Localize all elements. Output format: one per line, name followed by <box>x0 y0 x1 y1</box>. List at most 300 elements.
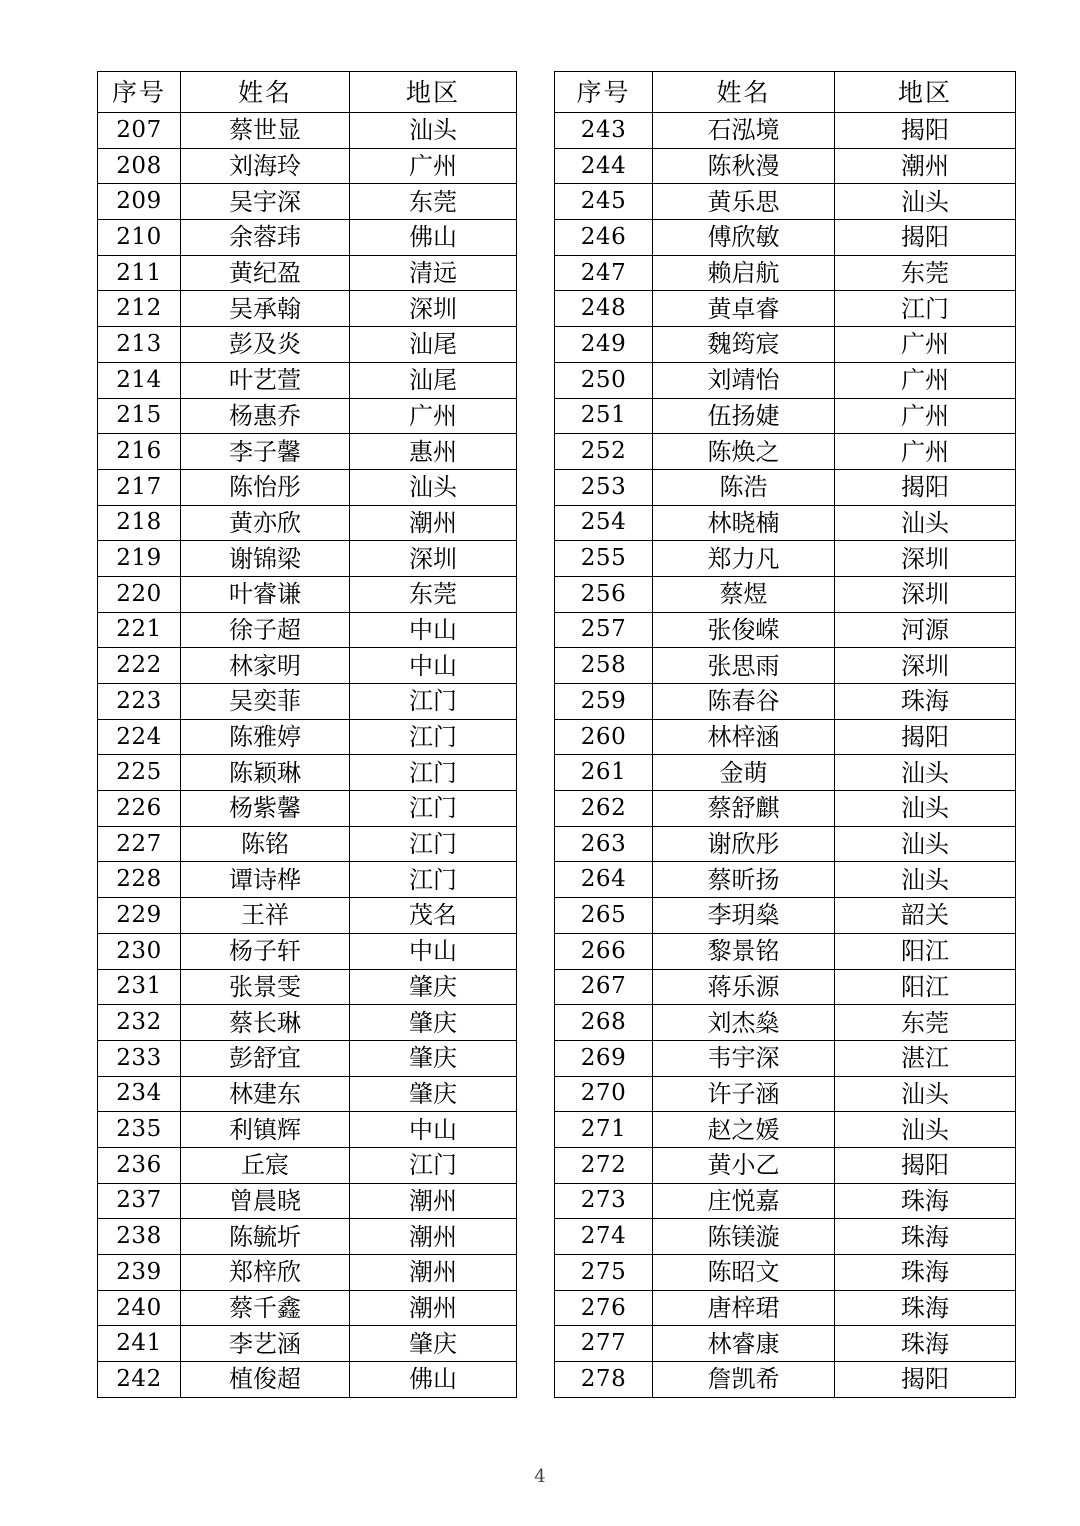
region-cell: 揭阳 <box>835 469 1016 505</box>
table-row <box>98 826 517 862</box>
seq-cell: 263 <box>555 826 653 862</box>
name-cell: 蒋乐源 <box>653 969 835 1005</box>
name-cell: 蔡舒麒 <box>653 791 835 827</box>
region-cell: 中山 <box>350 612 517 648</box>
seq-cell: 226 <box>98 791 181 827</box>
name-cell: 郑梓欣 <box>181 1255 350 1291</box>
table-row <box>555 1005 1016 1041</box>
name-cell: 陈怡彤 <box>181 469 350 505</box>
region-cell: 广州 <box>350 148 517 184</box>
header-name: 姓名 <box>181 72 350 113</box>
region-cell: 东莞 <box>350 184 517 220</box>
table-row <box>98 755 517 791</box>
region-cell: 阳江 <box>835 933 1016 969</box>
region-cell: 汕头 <box>835 184 1016 220</box>
region-cell: 汕头 <box>835 862 1016 898</box>
table-row <box>555 1183 1016 1219</box>
table-row <box>555 576 1016 612</box>
table-row <box>555 648 1016 684</box>
seq-cell: 265 <box>555 898 653 934</box>
table-row <box>98 1326 517 1362</box>
table-row <box>98 791 517 827</box>
seq-cell: 255 <box>555 541 653 577</box>
region-cell: 潮州 <box>350 1290 517 1326</box>
table-row <box>555 1147 1016 1183</box>
region-cell: 广州 <box>835 398 1016 434</box>
region-cell: 汕头 <box>350 113 517 149</box>
seq-cell: 225 <box>98 755 181 791</box>
name-cell: 叶艺萱 <box>181 362 350 398</box>
seq-cell: 220 <box>98 576 181 612</box>
seq-cell: 218 <box>98 505 181 541</box>
seq-cell: 207 <box>98 113 181 149</box>
table-row <box>98 612 517 648</box>
seq-cell: 219 <box>98 541 181 577</box>
seq-cell: 256 <box>555 576 653 612</box>
table-row <box>555 933 1016 969</box>
name-cell: 黄小乙 <box>653 1147 835 1183</box>
region-cell: 汕头 <box>835 826 1016 862</box>
table-row <box>555 826 1016 862</box>
table-row <box>98 576 517 612</box>
header-region: 地区 <box>835 72 1016 113</box>
table-row <box>555 1040 1016 1076</box>
seq-cell: 275 <box>555 1255 653 1291</box>
region-cell: 佛山 <box>350 220 517 256</box>
table-row <box>98 327 517 363</box>
seq-cell: 264 <box>555 862 653 898</box>
region-cell: 江门 <box>350 755 517 791</box>
name-cell: 陈春谷 <box>653 684 835 720</box>
name-cell: 林建东 <box>181 1076 350 1112</box>
table-row <box>555 612 1016 648</box>
table-row <box>555 1112 1016 1148</box>
seq-cell: 262 <box>555 791 653 827</box>
table-row <box>555 1076 1016 1112</box>
table-row <box>98 684 517 720</box>
table-row <box>98 398 517 434</box>
table-row <box>555 434 1016 470</box>
table-row <box>555 1255 1016 1291</box>
table-row <box>98 113 517 149</box>
seq-cell: 238 <box>98 1219 181 1255</box>
name-cell: 刘海玲 <box>181 148 350 184</box>
name-cell: 石泓境 <box>653 113 835 149</box>
region-cell: 广州 <box>835 327 1016 363</box>
table-row <box>555 898 1016 934</box>
seq-cell: 247 <box>555 255 653 291</box>
table-row <box>555 755 1016 791</box>
name-cell: 金萌 <box>653 755 835 791</box>
seq-cell: 277 <box>555 1326 653 1362</box>
table-row <box>555 220 1016 256</box>
name-cell: 蔡昕扬 <box>653 862 835 898</box>
table-row <box>98 719 517 755</box>
region-cell: 深圳 <box>350 291 517 327</box>
region-cell: 广州 <box>835 434 1016 470</box>
region-cell: 汕尾 <box>350 362 517 398</box>
table-row <box>555 1326 1016 1362</box>
region-cell: 江门 <box>350 719 517 755</box>
region-cell: 揭阳 <box>835 1362 1016 1398</box>
seq-cell: 234 <box>98 1076 181 1112</box>
name-cell: 丘宸 <box>181 1147 350 1183</box>
seq-cell: 230 <box>98 933 181 969</box>
name-cell: 陈焕之 <box>653 434 835 470</box>
name-cell: 林家明 <box>181 648 350 684</box>
table-row <box>98 362 517 398</box>
seq-cell: 237 <box>98 1183 181 1219</box>
name-cell: 陈雅婷 <box>181 719 350 755</box>
name-cell: 叶睿谦 <box>181 576 350 612</box>
name-cell: 陈颖琳 <box>181 755 350 791</box>
seq-cell: 232 <box>98 1005 181 1041</box>
table-row <box>555 862 1016 898</box>
table-row <box>555 184 1016 220</box>
region-cell: 汕头 <box>350 469 517 505</box>
name-cell: 庄悦嘉 <box>653 1183 835 1219</box>
seq-cell: 273 <box>555 1183 653 1219</box>
table-row <box>555 398 1016 434</box>
seq-cell: 236 <box>98 1147 181 1183</box>
name-cell: 利镇辉 <box>181 1112 350 1148</box>
name-cell: 蔡世显 <box>181 113 350 149</box>
seq-cell: 229 <box>98 898 181 934</box>
name-cell: 杨紫馨 <box>181 791 350 827</box>
name-cell: 余蓉玮 <box>181 220 350 256</box>
name-cell: 蔡煜 <box>653 576 835 612</box>
region-cell: 茂名 <box>350 898 517 934</box>
table-row <box>555 719 1016 755</box>
table-row <box>98 469 517 505</box>
name-cell: 韦宇深 <box>653 1040 835 1076</box>
seq-cell: 266 <box>555 933 653 969</box>
region-cell: 惠州 <box>350 434 517 470</box>
seq-cell: 261 <box>555 755 653 791</box>
table-body <box>555 113 1016 1398</box>
seq-cell: 217 <box>98 469 181 505</box>
seq-cell: 215 <box>98 398 181 434</box>
header-seq: 序号 <box>555 72 653 113</box>
roster-table-right <box>554 71 1016 1398</box>
region-cell: 潮州 <box>835 148 1016 184</box>
header-seq: 序号 <box>98 72 181 113</box>
name-cell: 傅欣敏 <box>653 220 835 256</box>
region-cell: 揭阳 <box>835 719 1016 755</box>
seq-cell: 213 <box>98 327 181 363</box>
seq-cell: 216 <box>98 434 181 470</box>
region-cell: 湛江 <box>835 1040 1016 1076</box>
name-cell: 李子馨 <box>181 434 350 470</box>
seq-cell: 269 <box>555 1040 653 1076</box>
seq-cell: 254 <box>555 505 653 541</box>
name-cell: 吴奕菲 <box>181 684 350 720</box>
region-cell: 广州 <box>835 362 1016 398</box>
header-row <box>555 72 1016 113</box>
table-row <box>555 113 1016 149</box>
table-row <box>98 1290 517 1326</box>
table-row <box>98 1040 517 1076</box>
table-row <box>98 541 517 577</box>
name-cell: 吴宇深 <box>181 184 350 220</box>
table-row <box>98 933 517 969</box>
table-row <box>98 1219 517 1255</box>
table-row <box>98 505 517 541</box>
region-cell: 珠海 <box>835 1219 1016 1255</box>
region-cell: 珠海 <box>835 1183 1016 1219</box>
region-cell: 珠海 <box>835 684 1016 720</box>
name-cell: 王祥 <box>181 898 350 934</box>
seq-cell: 210 <box>98 220 181 256</box>
name-cell: 陈昭文 <box>653 1255 835 1291</box>
name-cell: 赵之媛 <box>653 1112 835 1148</box>
seq-cell: 242 <box>98 1362 181 1398</box>
seq-cell: 208 <box>98 148 181 184</box>
name-cell: 曾晨晓 <box>181 1183 350 1219</box>
name-cell: 刘杰燊 <box>653 1005 835 1041</box>
table-row <box>555 362 1016 398</box>
table-row <box>555 1219 1016 1255</box>
seq-cell: 221 <box>98 612 181 648</box>
seq-cell: 224 <box>98 719 181 755</box>
page-number: 4 <box>534 1466 546 1487</box>
table-row <box>98 969 517 1005</box>
region-cell: 揭阳 <box>835 220 1016 256</box>
name-cell: 陈秋漫 <box>653 148 835 184</box>
seq-cell: 257 <box>555 612 653 648</box>
name-cell: 杨惠乔 <box>181 398 350 434</box>
region-cell: 东莞 <box>835 1005 1016 1041</box>
region-cell: 汕尾 <box>350 327 517 363</box>
table-row <box>98 648 517 684</box>
seq-cell: 249 <box>555 327 653 363</box>
region-cell: 肇庆 <box>350 1326 517 1362</box>
seq-cell: 239 <box>98 1255 181 1291</box>
name-cell: 唐梓珺 <box>653 1290 835 1326</box>
table-row <box>555 255 1016 291</box>
table-row <box>98 1005 517 1041</box>
seq-cell: 250 <box>555 362 653 398</box>
table-row <box>555 791 1016 827</box>
name-cell: 谭诗桦 <box>181 862 350 898</box>
name-cell: 徐子超 <box>181 612 350 648</box>
name-cell: 黎景铭 <box>653 933 835 969</box>
table-row <box>98 291 517 327</box>
region-cell: 珠海 <box>835 1290 1016 1326</box>
region-cell: 河源 <box>835 612 1016 648</box>
region-cell: 肇庆 <box>350 969 517 1005</box>
region-cell: 东莞 <box>350 576 517 612</box>
table-row <box>98 255 517 291</box>
region-cell: 江门 <box>350 1147 517 1183</box>
seq-cell: 278 <box>555 1362 653 1398</box>
region-cell: 汕头 <box>835 505 1016 541</box>
region-cell: 揭阳 <box>835 1147 1016 1183</box>
region-cell: 江门 <box>835 291 1016 327</box>
seq-cell: 244 <box>555 148 653 184</box>
table-row <box>98 148 517 184</box>
seq-cell: 245 <box>555 184 653 220</box>
name-cell: 彭及炎 <box>181 327 350 363</box>
name-cell: 郑力凡 <box>653 541 835 577</box>
seq-cell: 243 <box>555 113 653 149</box>
region-cell: 肇庆 <box>350 1076 517 1112</box>
seq-cell: 212 <box>98 291 181 327</box>
region-cell: 江门 <box>350 862 517 898</box>
region-cell: 汕头 <box>835 755 1016 791</box>
seq-cell: 258 <box>555 648 653 684</box>
name-cell: 林晓楠 <box>653 505 835 541</box>
table-row <box>555 1290 1016 1326</box>
name-cell: 蔡千鑫 <box>181 1290 350 1326</box>
table-row <box>98 434 517 470</box>
table-row <box>555 1362 1016 1398</box>
region-cell: 潮州 <box>350 1255 517 1291</box>
name-cell: 张景雯 <box>181 969 350 1005</box>
seq-cell: 276 <box>555 1290 653 1326</box>
seq-cell: 223 <box>98 684 181 720</box>
table-row <box>555 148 1016 184</box>
name-cell: 李玥燊 <box>653 898 835 934</box>
table-row <box>98 1112 517 1148</box>
region-cell: 中山 <box>350 648 517 684</box>
table-row <box>98 1076 517 1112</box>
region-cell: 江门 <box>350 826 517 862</box>
name-cell: 黄纪盈 <box>181 255 350 291</box>
table-row <box>98 1147 517 1183</box>
seq-cell: 235 <box>98 1112 181 1148</box>
seq-cell: 272 <box>555 1147 653 1183</box>
table-row <box>555 969 1016 1005</box>
name-cell: 黄卓睿 <box>653 291 835 327</box>
region-cell: 汕头 <box>835 1112 1016 1148</box>
name-cell: 陈镁漩 <box>653 1219 835 1255</box>
region-cell: 深圳 <box>835 648 1016 684</box>
region-cell: 东莞 <box>835 255 1016 291</box>
name-cell: 蔡长琳 <box>181 1005 350 1041</box>
seq-cell: 241 <box>98 1326 181 1362</box>
region-cell: 江门 <box>350 684 517 720</box>
name-cell: 陈毓圻 <box>181 1219 350 1255</box>
name-cell: 林梓涵 <box>653 719 835 755</box>
seq-cell: 209 <box>98 184 181 220</box>
table-row <box>98 1183 517 1219</box>
name-cell: 黄亦欣 <box>181 505 350 541</box>
table-row <box>98 1362 517 1398</box>
region-cell: 汕头 <box>835 1076 1016 1112</box>
table-row <box>98 220 517 256</box>
header-row <box>98 72 517 113</box>
table-row <box>555 469 1016 505</box>
region-cell: 韶关 <box>835 898 1016 934</box>
region-cell: 深圳 <box>350 541 517 577</box>
region-cell: 肇庆 <box>350 1005 517 1041</box>
name-cell: 植俊超 <box>181 1362 350 1398</box>
seq-cell: 259 <box>555 684 653 720</box>
seq-cell: 240 <box>98 1290 181 1326</box>
name-cell: 刘靖怡 <box>653 362 835 398</box>
name-cell: 魏筠宸 <box>653 327 835 363</box>
seq-cell: 274 <box>555 1219 653 1255</box>
seq-cell: 251 <box>555 398 653 434</box>
name-cell: 谢锦梁 <box>181 541 350 577</box>
table-row <box>98 898 517 934</box>
header-name: 姓名 <box>653 72 835 113</box>
seq-cell: 268 <box>555 1005 653 1041</box>
seq-cell: 222 <box>98 648 181 684</box>
name-cell: 吴承翰 <box>181 291 350 327</box>
region-cell: 汕头 <box>835 791 1016 827</box>
table-row <box>555 505 1016 541</box>
region-cell: 揭阳 <box>835 113 1016 149</box>
seq-cell: 267 <box>555 969 653 1005</box>
name-cell: 詹凯希 <box>653 1362 835 1398</box>
region-cell: 中山 <box>350 1112 517 1148</box>
name-cell: 陈铭 <box>181 826 350 862</box>
seq-cell: 252 <box>555 434 653 470</box>
region-cell: 佛山 <box>350 1362 517 1398</box>
region-cell: 珠海 <box>835 1255 1016 1291</box>
region-cell: 潮州 <box>350 1183 517 1219</box>
name-cell: 黄乐思 <box>653 184 835 220</box>
header-region: 地区 <box>350 72 517 113</box>
region-cell: 广州 <box>350 398 517 434</box>
table-row <box>555 684 1016 720</box>
seq-cell: 270 <box>555 1076 653 1112</box>
name-cell: 杨子轩 <box>181 933 350 969</box>
seq-cell: 260 <box>555 719 653 755</box>
seq-cell: 248 <box>555 291 653 327</box>
table-row <box>555 291 1016 327</box>
name-cell: 陈浩 <box>653 469 835 505</box>
region-cell: 中山 <box>350 933 517 969</box>
name-cell: 李艺涵 <box>181 1326 350 1362</box>
name-cell: 彭舒宜 <box>181 1040 350 1076</box>
region-cell: 深圳 <box>835 541 1016 577</box>
region-cell: 清远 <box>350 255 517 291</box>
region-cell: 阳江 <box>835 969 1016 1005</box>
table-row <box>98 862 517 898</box>
table-row <box>98 184 517 220</box>
region-cell: 珠海 <box>835 1326 1016 1362</box>
name-cell: 伍扬婕 <box>653 398 835 434</box>
seq-cell: 211 <box>98 255 181 291</box>
region-cell: 潮州 <box>350 1219 517 1255</box>
table-body <box>98 113 517 1398</box>
name-cell: 张俊嵘 <box>653 612 835 648</box>
seq-cell: 227 <box>98 826 181 862</box>
seq-cell: 233 <box>98 1040 181 1076</box>
table-row <box>555 541 1016 577</box>
seq-cell: 246 <box>555 220 653 256</box>
table-row <box>98 1255 517 1291</box>
seq-cell: 214 <box>98 362 181 398</box>
name-cell: 许子涵 <box>653 1076 835 1112</box>
region-cell: 江门 <box>350 791 517 827</box>
seq-cell: 231 <box>98 969 181 1005</box>
seq-cell: 271 <box>555 1112 653 1148</box>
name-cell: 赖启航 <box>653 255 835 291</box>
seq-cell: 228 <box>98 862 181 898</box>
name-cell: 张思雨 <box>653 648 835 684</box>
seq-cell: 253 <box>555 469 653 505</box>
table-row <box>555 327 1016 363</box>
region-cell: 肇庆 <box>350 1040 517 1076</box>
name-cell: 谢欣彤 <box>653 826 835 862</box>
roster-table-left <box>97 71 517 1398</box>
region-cell: 深圳 <box>835 576 1016 612</box>
region-cell: 潮州 <box>350 505 517 541</box>
